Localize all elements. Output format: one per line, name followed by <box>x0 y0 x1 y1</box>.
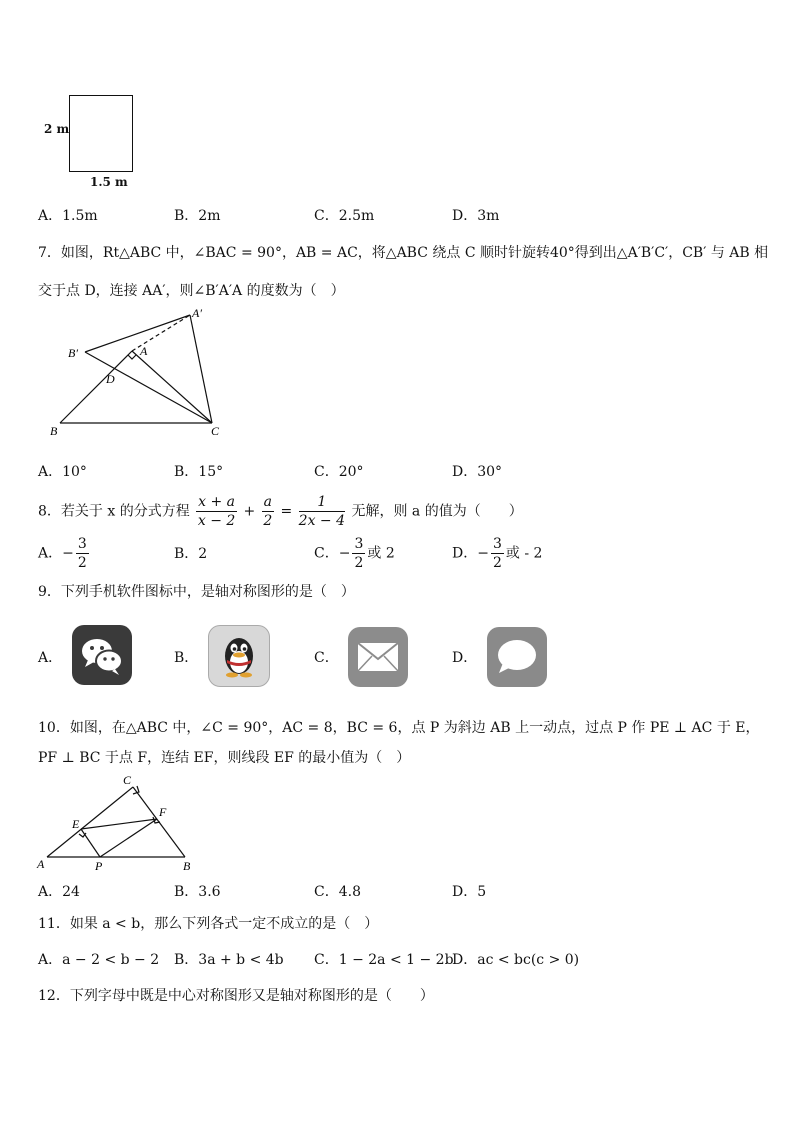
q7-option-d[interactable]: D．30° <box>452 464 503 480</box>
q6-option-a[interactable]: A．1.5m <box>38 208 98 224</box>
q8-plus: + <box>243 503 256 520</box>
q7-triangle-figure <box>40 305 240 440</box>
q8-stem <box>38 493 523 530</box>
rectangle <box>69 95 133 172</box>
q10-stem-line1: 10．如图，在△ABC 中，∠C = 90°，AC = 8，BC = 6，点 P 为斜边 AB 上一动点，过点 P 作 PE ⊥ AC 于 E， <box>38 720 760 736</box>
q10-option-b[interactable]: B．3.6 <box>174 884 221 900</box>
q10-triangle-figure <box>35 772 205 877</box>
mail-envelope-icon[interactable] <box>348 627 408 687</box>
q11-option-c[interactable]: C．1 − 2a < 1 − 2b <box>314 952 454 968</box>
q10-option-a[interactable]: A．24 <box>38 884 80 900</box>
q8-prefix: 8．若关于 x 的分式方程 <box>38 503 190 520</box>
q8-fraction-1: $\frac{x + a}{x - 2}$ <box>197 494 236 529</box>
q8-suffix: 无解，则 a 的值为（ ） <box>351 503 523 520</box>
q8-equals: = <box>280 503 293 520</box>
q10-stem-line2: PF ⊥ BC 于点 F，连结 EF，则线段 EF 的最小值为（ ） <box>38 750 411 766</box>
wechat-icon[interactable] <box>72 625 132 685</box>
label-b: B <box>50 424 58 438</box>
q9-option-b[interactable]: B． <box>174 650 199 666</box>
q7-option-b[interactable]: B．15° <box>174 464 224 480</box>
q8-fraction-2: $\frac{a}{2}$ <box>263 494 273 529</box>
label-d: D <box>106 372 115 386</box>
q7-option-a[interactable]: A．10° <box>38 464 87 480</box>
label-a: A <box>140 344 148 358</box>
q8-option-b[interactable]: B．2 <box>174 546 208 562</box>
label-b: B <box>183 859 191 873</box>
q8-fraction-3: $\frac{1}{2x - 4}$ <box>298 494 346 529</box>
q9-option-a[interactable]: A． <box>38 650 63 666</box>
q11-stem: 11．如果 a < b，那么下列各式一定不成立的是（ ） <box>38 916 379 932</box>
q6-option-c[interactable]: C．2.5m <box>314 208 375 224</box>
q9-stem: 9．下列手机软件图标中，是轴对称图形的是（ ） <box>38 584 355 600</box>
label-a-prime: A′ <box>192 306 202 320</box>
q10-option-c[interactable]: C．4.8 <box>314 884 361 900</box>
label-c: C <box>211 424 220 438</box>
label-b-prime: B′ <box>68 346 78 360</box>
q9-option-c[interactable]: C． <box>314 650 339 666</box>
q8-option-c[interactable]: C．− $\frac{3}{2}$ 或 2 <box>314 536 395 571</box>
q6-rectangle-figure <box>40 90 140 190</box>
q9-option-d[interactable]: D． <box>452 650 478 666</box>
q11-option-d[interactable]: D．ac < bc(c > 0) <box>452 952 580 968</box>
qq-penguin-icon[interactable] <box>208 625 270 687</box>
q6-option-d[interactable]: D．3m <box>452 208 500 224</box>
label-e: E <box>72 817 80 831</box>
label-f: F <box>159 805 167 819</box>
message-bubble-icon[interactable] <box>487 627 547 687</box>
q10-option-d[interactable]: D．5 <box>452 884 487 900</box>
q7-option-c[interactable]: C．20° <box>314 464 364 480</box>
label-a: A <box>37 857 45 871</box>
q11-option-b[interactable]: B．3a + b < 4b <box>174 952 284 968</box>
height-label: 2 m <box>44 122 70 136</box>
label-p: P <box>95 859 103 873</box>
q7-stem-line1: 7．如图，Rt△ABC 中，∠BAC = 90°，AB = AC，将△ABC 绕点 C 顺时针旋转40°得到出△A′B′C′，CB′ 与 AB 相 <box>38 245 769 261</box>
q11-option-a[interactable]: A．a − 2 < b − 2 <box>38 952 160 968</box>
q7-stem-line2: 交于点 D，连接 AA′，则∠B′A′A 的度数为（ ） <box>38 283 345 299</box>
width-label: 1.5 m <box>90 175 128 189</box>
q12-stem: 12．下列字母中既是中心对称图形又是轴对称图形的是（ ） <box>38 988 434 1004</box>
q8-option-a[interactable]: A．− $\frac{3}{2}$ <box>38 536 87 571</box>
q8-option-d[interactable]: D．− $\frac{3}{2}$ 或 - 2 <box>452 536 543 571</box>
label-c: C <box>123 773 132 787</box>
q6-option-b[interactable]: B．2m <box>174 208 221 224</box>
